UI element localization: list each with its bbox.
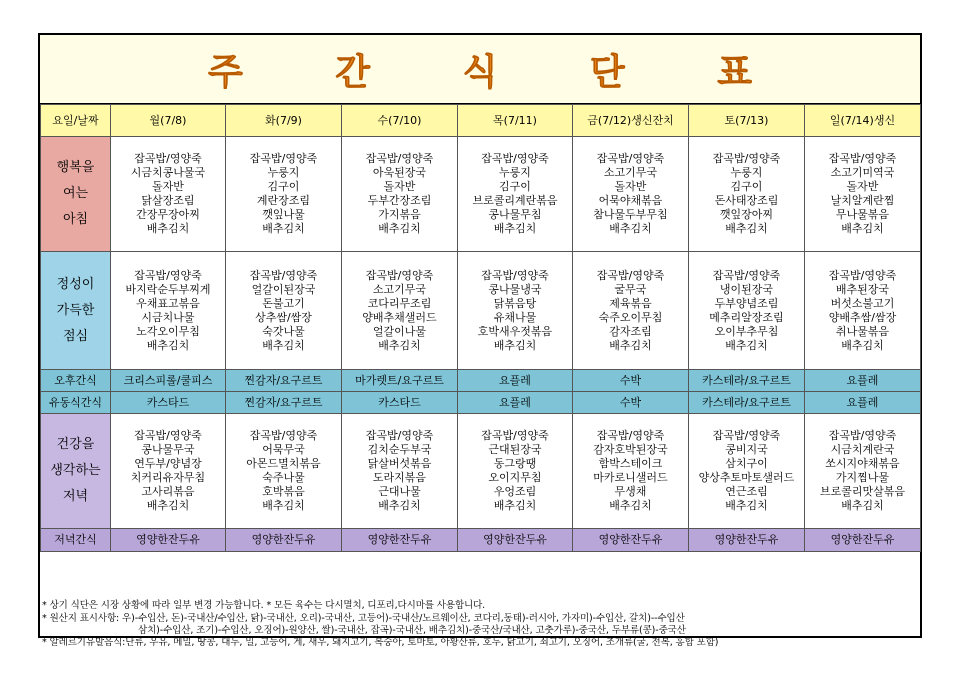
menu-item: 배추김치 (493, 222, 537, 235)
menu-item: 상추쌈/쌈장 (255, 310, 312, 324)
note-line: 삼치)-수입산, 조기)-수입산, 오징어)-원양산, 쌀)-국내산, 잡곡)-국내산, 배추김치)-중국산/국내산, 고춧가루)-중국산, 두부류(콩)-중국산 (138, 625, 686, 636)
menu-item: 잡곡밥/영양죽 (134, 152, 202, 165)
menu-item: 감자호박된장국 (593, 443, 668, 456)
menu-item: 코다리무조림 (367, 296, 432, 310)
menu-item: 호박새우젓볶음 (477, 324, 553, 338)
menu-item: 잡곡밥/영양죽 (828, 429, 897, 442)
snack-cell: 크리스피롤/쿨피스 (111, 370, 226, 392)
breakfast-menu-cell (342, 137, 458, 252)
menu-item: 잡곡밥/영양죽 (365, 429, 434, 442)
menu-item: 연두부/양념장 (134, 457, 202, 470)
menu-item: 누룽지 (499, 166, 531, 179)
menu-item: 고사리볶음 (141, 485, 195, 498)
breakfast-menu-cell (226, 137, 342, 252)
snack-cell: 영양한잔두유 (689, 529, 805, 552)
snack-cell: 찐감자/요구르트 (226, 370, 342, 392)
menu-item: 아몬드멸치볶음 (246, 457, 321, 470)
menu-item: 배추김치 (146, 499, 190, 512)
dinner-menu-cell (805, 414, 921, 529)
menu-item: 잡곡밥/영양죽 (712, 429, 781, 442)
menu-item: 무생채 (614, 485, 647, 498)
notes-section (40, 600, 920, 648)
menu-item: 계란장조림 (256, 194, 311, 207)
menu-item: 잡곡밥/영양죽 (365, 268, 434, 282)
lunch-menu-cell (111, 252, 226, 370)
breakfast-menu-cell (111, 137, 226, 252)
menu-item: 배추김치 (146, 222, 190, 235)
dinner-menu-cell (226, 414, 342, 529)
menu-item: 닭살버섯볶음 (367, 457, 432, 470)
menu-item: 함박스테이크 (598, 457, 663, 470)
menu-item: 잡곡밥/영양죽 (481, 268, 549, 282)
snack-cell: 요플레 (458, 370, 573, 392)
snack-cell: 카스테라/요구르트 (689, 392, 805, 414)
snack-cell: 영양한잔두유 (342, 529, 458, 552)
snack-cell: 카스타드 (342, 392, 458, 414)
breakfast-menu-cell (458, 137, 573, 252)
menu-item: 취나물볶음 (835, 324, 890, 338)
menu-item: 잡곡밥/영양죽 (712, 268, 781, 282)
day-header: 화(7/9) (226, 105, 342, 137)
menu-item: 얼갈이된장국 (251, 282, 316, 296)
menu-item: 어묵무국 (262, 443, 305, 456)
menu-item: 깻잎장아찌 (719, 208, 774, 221)
day-header: 월(7/8) (111, 105, 226, 137)
menu-item: 배추김치 (493, 499, 537, 512)
menu-item: 간장무장아찌 (136, 208, 200, 221)
day-header: 토(7/13) (689, 105, 805, 137)
menu-item: 유채나물 (493, 310, 537, 324)
menu-item: 잡곡밥/영양죽 (249, 429, 318, 442)
page-title: 주 간 식 단 표 (207, 50, 792, 93)
menu-item: 양상추토마토샐러드 (698, 471, 795, 484)
menu-item: 배추김치 (262, 499, 305, 512)
menu-item: 도라지볶음 (372, 471, 427, 484)
menu-item: 시금치나물 (141, 310, 195, 324)
menu-item: 오이부추무침 (714, 324, 779, 338)
menu-item: 잡곡밥/영양죽 (596, 152, 665, 165)
snack-cell: 카스타드 (111, 392, 226, 414)
menu-item: 김구이 (499, 180, 531, 193)
menu-item: 콩나물냉국 (488, 282, 542, 296)
menu-item: 마카로니샐러드 (593, 471, 668, 484)
menu-item: 배추김치 (378, 222, 421, 235)
menu-item: 김치순두부국 (367, 443, 432, 456)
lunch-menu-cell (689, 252, 805, 370)
menu-item: 배추김치 (262, 338, 305, 352)
snack-cell: 영양한잔두유 (226, 529, 342, 552)
menu-item: 돌자반 (383, 180, 416, 193)
menu-item: 배추된장국 (835, 282, 890, 296)
dinner-label: 건강을 생각하는 저녁 (41, 414, 111, 529)
menu-item: 배추김치 (262, 222, 305, 235)
menu-item: 어묵야채볶음 (598, 194, 663, 207)
menu-item: 배추김치 (378, 499, 421, 512)
menu-item: 배추김치 (609, 499, 652, 512)
snack-cell: 수박 (573, 392, 689, 414)
dinner-menu-cell (458, 414, 573, 529)
menu-item: 배추김치 (841, 222, 884, 235)
menu-item: 잡곡밥/영양죽 (712, 152, 781, 165)
menu-item: 아욱된장국 (372, 166, 427, 179)
menu-item: 배추김치 (493, 338, 537, 352)
menu-item: 호박볶음 (262, 485, 305, 498)
lunch-label: 정성이 가득한 점심 (41, 252, 111, 370)
dinner-row (41, 414, 921, 529)
dinner-menu-cell (689, 414, 805, 529)
menu-item: 참나물두부무침 (593, 208, 668, 221)
note-line: * 원산지 표시사항: 우)-수입산, 돈)-국내산/수입산, 닭)-국내산, 오리)-국내산, 고등어)-국내산/노르웨이산, 코다리,동태)-러시아, 가자미)-수입산, 갈치)--수입산 (42, 613, 685, 624)
menu-item: 날치알계란찜 (830, 194, 895, 207)
menu-item: 콩비지국 (725, 443, 768, 456)
afternoon-snack-label: 오후간식 (41, 370, 111, 392)
menu-sheet (38, 33, 922, 648)
menu-item: 숙갓나물 (262, 324, 305, 338)
menu-item: 바지락순두부찌게 (125, 282, 211, 296)
menu-item: 시금치콩나물국 (130, 166, 206, 179)
menu-item: 김구이 (730, 180, 763, 193)
menu-item: 김구이 (267, 180, 300, 193)
menu-item: 콩나물무침 (488, 208, 542, 221)
menu-item: 가지찜나물 (835, 471, 890, 484)
lunch-row (41, 252, 921, 370)
day-header: 일(7/14)생신 (805, 105, 921, 137)
lunch-menu-cell (342, 252, 458, 370)
menu-item: 배추김치 (841, 499, 884, 512)
menu-item: 소고기무국 (372, 282, 427, 296)
snack-cell: 찐감자/요구르트 (226, 392, 342, 414)
dinner-menu-cell (342, 414, 458, 529)
afternoon-snack-row (41, 370, 921, 392)
day-header: 금(7/12)생신잔치 (573, 105, 689, 137)
menu-item: 돌자반 (846, 180, 879, 193)
snack-cell: 영양한잔두유 (458, 529, 573, 552)
weekly-menu-table (40, 104, 921, 552)
menu-item: 브로콜리계란볶음 (472, 194, 558, 207)
header-corner: 요일/날짜 (41, 105, 111, 137)
menu-item: 배추김치 (725, 222, 768, 235)
menu-item: 숙주나물 (262, 471, 305, 484)
menu-item: 삼치구이 (725, 457, 768, 470)
menu-item: 돈사태장조림 (714, 194, 779, 207)
menu-item: 노각오이무침 (136, 324, 200, 338)
snack-cell: 마가렛트/요구르트 (342, 370, 458, 392)
menu-item: 무나물볶음 (835, 208, 890, 221)
menu-item: 우채표고볶음 (136, 296, 200, 310)
breakfast-menu-cell (573, 137, 689, 252)
dinner-menu-cell (111, 414, 226, 529)
evening-snack-label: 저녁간식 (41, 529, 111, 552)
menu-item: 잡곡밥/영양죽 (828, 152, 897, 165)
snack-cell: 요플레 (458, 392, 573, 414)
menu-item: 연근조림 (725, 485, 768, 498)
menu-item: 두부간장조림 (367, 194, 432, 207)
menu-item: 배추김치 (378, 338, 421, 352)
menu-item: 잡곡밥/영양죽 (481, 429, 549, 442)
snack-cell: 수박 (573, 370, 689, 392)
breakfast-row (41, 137, 921, 252)
breakfast-menu-cell (805, 137, 921, 252)
breakfast-menu-cell (689, 137, 805, 252)
menu-item: 잡곡밥/영양죽 (249, 152, 318, 165)
menu-item: 근대된장국 (488, 443, 542, 456)
breakfast-label: 행복을 여는 아침 (41, 137, 111, 252)
menu-item: 쏘시지야채볶음 (825, 457, 900, 470)
menu-item: 누룽지 (730, 166, 763, 179)
menu-item: 콩나물무국 (141, 443, 195, 456)
menu-item: 누룽지 (267, 166, 300, 179)
menu-item: 잡곡밥/영양죽 (134, 268, 202, 282)
menu-item: 숙주오이무침 (598, 310, 663, 324)
menu-item: 잡곡밥/영양죽 (365, 152, 434, 165)
day-header: 수(7/10) (342, 105, 458, 137)
menu-item: 배추김치 (725, 338, 768, 352)
menu-item: 돈불고기 (262, 296, 305, 310)
header-row (41, 105, 921, 137)
menu-item: 근대나물 (378, 485, 421, 498)
page-title-banner (40, 35, 920, 104)
menu-item: 돌자반 (152, 180, 184, 193)
menu-item: 깻잎나물 (262, 208, 305, 221)
menu-item: 잡곡밥/영양죽 (828, 268, 897, 282)
menu-item: 배추김치 (146, 338, 190, 352)
menu-item: 굴무국 (614, 282, 647, 296)
menu-item: 소고기미역국 (830, 166, 895, 179)
menu-item: 메추리알장조림 (709, 310, 784, 324)
menu-item: 시금치계란국 (830, 443, 895, 456)
menu-item: 양배추채샐러드 (362, 310, 437, 324)
menu-item: 잡곡밥/영양죽 (481, 152, 549, 165)
menu-item: 치커리유자무침 (130, 471, 206, 484)
note-line: * 알레르기유발음식:난류, 우유, 메밀, 땅콩, 대두, 밀, 고등어, 게, 새우, 돼지고기, 복숭아, 토마토, 아황산류, 호두, 닭고기, 쇠고기, 오징어, 조개류(굴, 전복, 홍합 포함) (42, 637, 719, 648)
menu-item: 감자조림 (609, 324, 652, 338)
menu-item: 두부양념조림 (714, 296, 779, 310)
snack-cell: 요플레 (805, 370, 921, 392)
menu-item: 닭볶음탕 (493, 296, 537, 310)
menu-item: 얼갈이나물 (372, 324, 427, 338)
menu-item: 배추김치 (609, 222, 652, 235)
liquid-snack-label: 유동식간식 (41, 392, 111, 414)
menu-item: 가지볶음 (378, 208, 421, 221)
dinner-menu-cell (573, 414, 689, 529)
menu-item: 버섯소불고기 (830, 296, 895, 310)
lunch-menu-cell (805, 252, 921, 370)
snack-cell: 요플레 (805, 392, 921, 414)
menu-item: 브로콜리맛살볶음 (819, 485, 905, 498)
evening-snack-row (41, 529, 921, 552)
menu-item: 잡곡밥/영양죽 (249, 268, 318, 282)
menu-item: 배추김치 (841, 338, 884, 352)
lunch-menu-cell (226, 252, 342, 370)
menu-item: 양배추쌈/쌈장 (828, 310, 897, 324)
menu-item: 오이지무침 (488, 471, 542, 484)
menu-item: 잡곡밥/영양죽 (134, 429, 202, 442)
snack-cell: 카스테라/요구르트 (689, 370, 805, 392)
menu-item: 잡곡밥/영양죽 (596, 268, 665, 282)
day-header: 목(7/11) (458, 105, 573, 137)
snack-cell: 영양한잔두유 (805, 529, 921, 552)
menu-item: 배추김치 (609, 338, 652, 352)
snack-cell: 영양한잔두유 (573, 529, 689, 552)
lunch-menu-cell (573, 252, 689, 370)
lunch-menu-cell (458, 252, 573, 370)
menu-item: 닭살장조림 (141, 194, 195, 207)
menu-item: 소고기무국 (603, 166, 658, 179)
note-line: * 상기 식단은 시장 상황에 따라 일부 변경 가능합니다. * 모든 육수는 다시멸치, 디포리,다시마를 사용합니다. (42, 600, 486, 611)
menu-item: 배추김치 (725, 499, 768, 512)
menu-item: 동그랑땡 (493, 457, 537, 470)
menu-item: 잡곡밥/영양죽 (596, 429, 665, 442)
menu-item: 우엉조림 (493, 485, 537, 498)
snack-cell: 영양한잔두유 (111, 529, 226, 552)
liquid-snack-row (41, 392, 921, 414)
menu-item: 돌자반 (614, 180, 647, 193)
menu-item: 제육볶음 (609, 296, 652, 310)
menu-item: 냉이된장국 (719, 282, 774, 296)
